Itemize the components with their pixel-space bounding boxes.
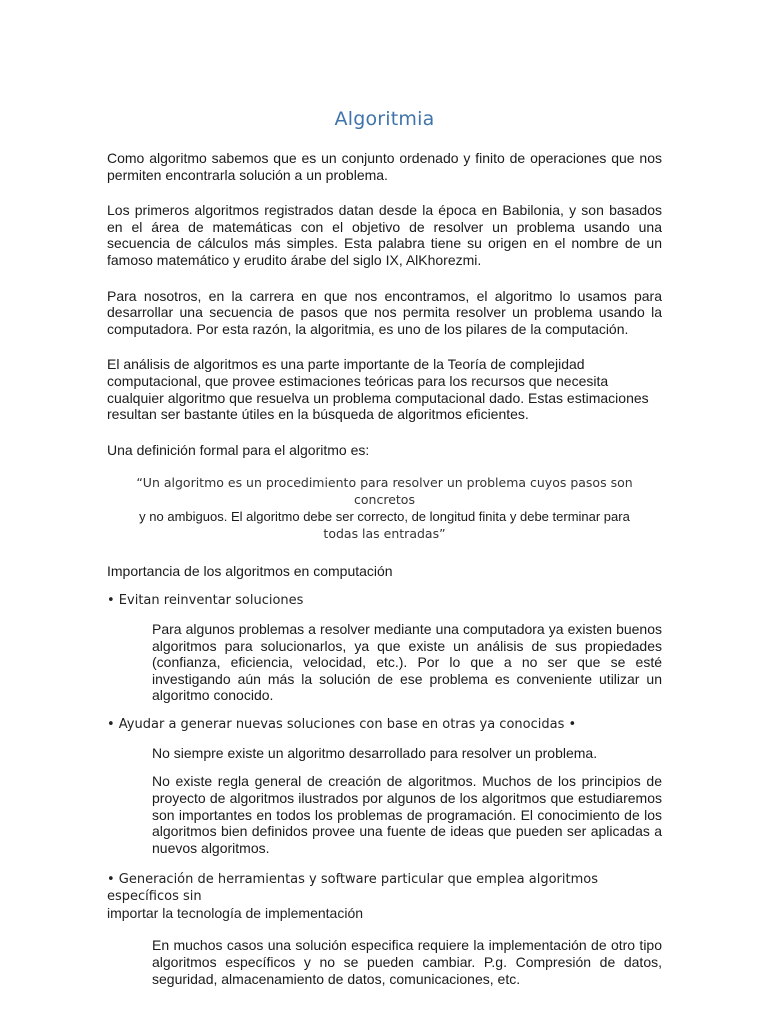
document-title: Algoritmia [334, 108, 435, 130]
importance-heading: Importancia de los algoritmos en computación [107, 563, 393, 580]
bullet-avoid-reinventing-text: Para algunos problemas a resolver mediante una computadora ya existen buenos algoritmos para solucionarlos, ya que existe un análisis de sus propiedades (confianza, eficiencia, velocidad, etc.). Por lo que a no ser que se esté investigando aún más la solución de ese problema es conveniente utilizar un algoritmo conocido. [152, 620, 662, 704]
paragraph-formal-intro: Una definición formal para el algoritmo es: [107, 441, 370, 458]
paragraph-analysis: El análisis de algoritmos es una parte importante de la Teoría de complejidad computacional, que provee estimaciones teóricas para los recursos que necesita cualquier algoritmo que resuelva un problema computacional dado. Estas estimaciones resultan ser bastante útiles en la búsqueda de algoritmos eficientes. [107, 356, 649, 423]
quote-line-3: todas las entradas” [323, 526, 446, 542]
bullet-new-solutions-text-1: No siempre existe un algoritmo desarrollado para resolver un problema. [152, 744, 598, 761]
quote-line-2: y no ambiguos. El algoritmo debe ser correcto, de longitud finita y debe terminar para [139, 509, 630, 525]
bullet-tools-software-label: • Generación de herramientas y software particular que emplea algoritmos específicos sin [107, 872, 599, 905]
formal-definition-quote [107, 474, 662, 542]
document-body [107, 150, 662, 987]
quote-line-1: “Un algoritmo es un procedimiento para resolver un problema cuyos pasos son concretos [136, 475, 633, 508]
bullet-new-solutions: • Ayudar a generar nuevas soluciones con base en otras ya conocidas • [107, 716, 577, 732]
paragraph-usage: Para nosotros, en la carrera en que nos encontramos, el algoritmo lo usamos para desarrollar una secuencia de pasos que nos permita resolver un problema usando la computadora. Por esta razón, la algoritmia, es uno de los pilares de la computación. [107, 287, 662, 337]
bullet-new-solutions-text-2: No existe regla general de creación de algoritmos. Muchos de los principios de proyecto de algoritmos ilustrados por algunos de los algoritmos que estudiaremos son importantes en todos los problemas de programación. El conocimiento de los algoritmos bien definidos provee una fuente de ideas que pueden ser aplicadas a nuevos algoritmos. [152, 773, 662, 856]
paragraph-history: Los primeros algoritmos registrados datan desde la época en Babilonia, y son basados en el área de matemáticas con el objetivo de resolver un problema usando una secuencia de cálculos más simples. Esta palabra tiene su origen en el nombre de un famoso matemático y erudito árabe del siglo IX, AlKhorezmi. [107, 202, 662, 268]
paragraph-definition: Como algoritmo sabemos que es un conjunto ordenado y finito de operaciones que nos permiten encontrarla solución a un problema. [107, 150, 662, 183]
bullet-tools-software-label-tail: importar la tecnología de implementación [107, 905, 364, 922]
bullet-avoid-reinventing: • Evitan reinventar soluciones [107, 592, 304, 608]
bullet-tools-software-text: En muchos casos una solución especifica requiere la implementación de otro tipo algoritmos específicos y no se pueden cambiar. P.g. Compresión de datos, seguridad, almacenamiento de datos, comunicaciones, etc. [152, 937, 662, 987]
bullet-tools-software [107, 871, 662, 922]
